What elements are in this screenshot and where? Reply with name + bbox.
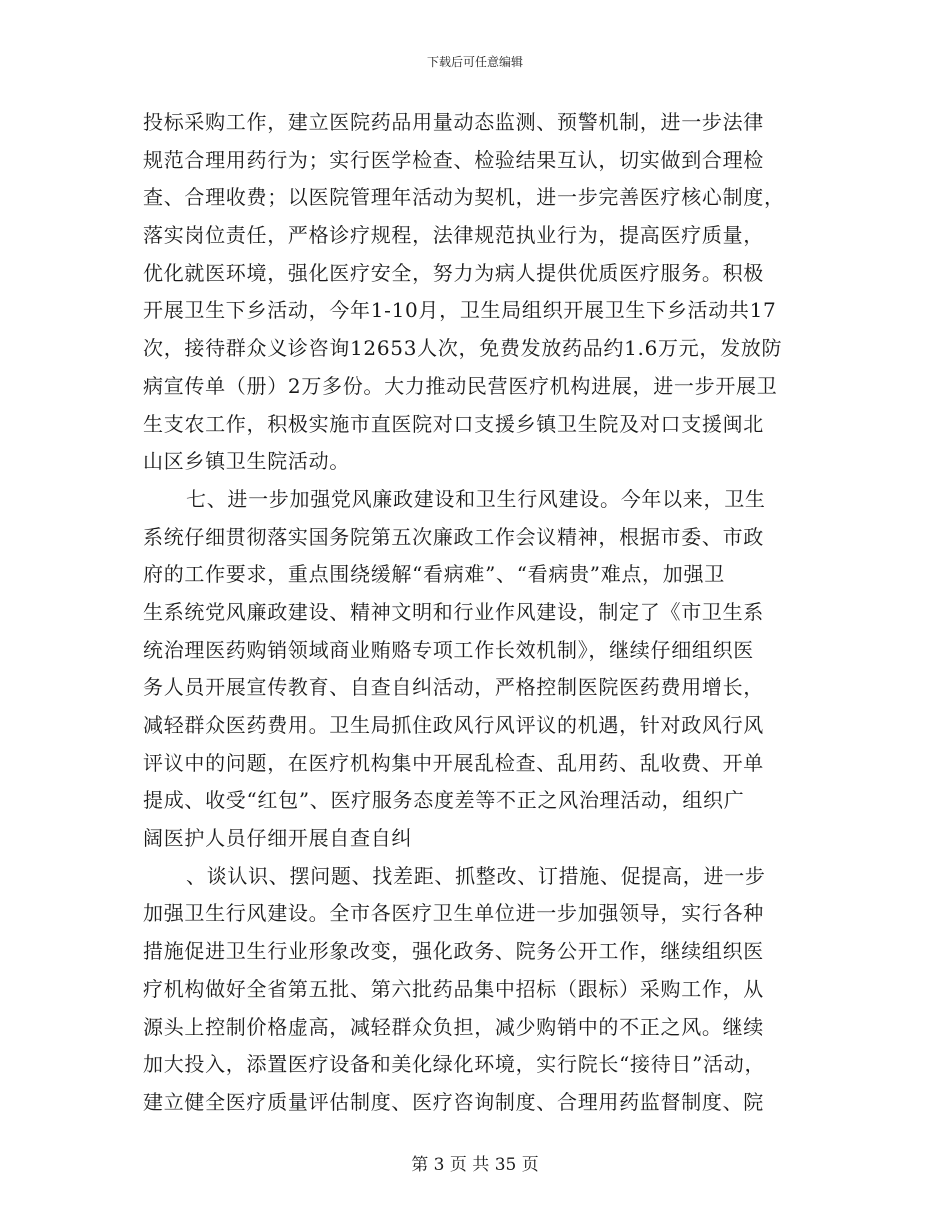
body-line: 查、合理收费；以医院管理年活动为契机，进一步完善医疗核心制度， xyxy=(143,185,785,210)
body-line: 规范合理用药行为；实行医学检查、检验结果互认，切实做到合理检 xyxy=(143,147,764,172)
body-line: 山区乡镇卫生院活动。 xyxy=(143,449,350,474)
body-line: 源头上控制价格虚高，减轻群众负担，减少购销中的不正之风。继续 xyxy=(143,1014,764,1039)
body-line: 加大投入，添置医疗设备和美化绿化环境，实行院长“接待日”活动， xyxy=(143,1052,766,1077)
body-line: 务人员开展宣传教育、自查自纠活动，严格控制医院医药费用增长， xyxy=(143,675,764,700)
body-line: 建立健全医疗质量评估制度、医疗咨询制度、合理用药监督制度、院 xyxy=(143,1089,764,1114)
body-line: 生支农工作，积极实施市直医院对口支援乡镇卫生院及对口支援闽北 xyxy=(143,411,764,436)
body-line: 加强卫生行风建设。全市各医疗卫生单位进一步加强领导，实行各种 xyxy=(143,901,764,926)
body-line: 生系统党风廉政建设、精神文明和行业作风建设，制定了《市卫生系 xyxy=(143,599,764,624)
body-line: 投标采购工作，建立医院药品用量动态监测、预警机制，进一步法律 xyxy=(143,110,764,134)
body-line: 措施促进卫生行业形象改变，强化政务、院务公开工作，继续组织医 xyxy=(143,939,764,964)
body-line: 阔医护人员仔细开展自查自纠 xyxy=(143,826,413,851)
body-line: 开展卫生下乡活动，今年1-10月，卫生局组织开展卫生下乡活动共17 xyxy=(143,298,777,323)
body-line: 落实岗位责任，严格诊疗规程，法律规范执业行为，提高医疗质量， xyxy=(143,223,764,248)
page-header-note: 下载后可任意编辑 xyxy=(426,55,523,69)
body-line: 次，接待群众义诊咨询12653人次，免费发放药品约1.6万元，发放防 xyxy=(143,336,783,361)
body-line: 系统仔细贯彻落实国务院第五次廉政工作会议精神，根据市委、市政 xyxy=(143,524,764,549)
page-number-footer: 第 3 页 共 35 页 xyxy=(411,1155,539,1175)
body-line: 病宣传单（册）2万多份。大力推动民营医疗机构进展，进一步开展卫 xyxy=(143,373,778,398)
body-line: 疗机构做好全省第五批、第六批药品集中招标（跟标）采购工作，从 xyxy=(143,976,764,1001)
document-body xyxy=(143,104,808,1122)
section-heading-line: 七、进一步加强党风廉政建设和卫生行风建设。今年以来，卫生 xyxy=(186,486,766,511)
body-line: 府的工作要求，重点围绕缓解“看病难”、“看病贵”难点，加强卫 xyxy=(143,562,725,587)
body-line: 、谈认识、摆问题、找差距、抓整改、订措施、促提高，进一步 xyxy=(186,863,766,888)
body-line: 评议中的问题，在医疗机构集中开展乱检查、乱用药、乱收费、开单 xyxy=(143,750,764,775)
body-line: 统治理医药购销领域商业贿赂专项工作长效机制》，继续仔细组织医 xyxy=(143,637,754,662)
body-line: 减轻群众医药费用。卫生局抓住政风行风评议的机遇，针对政风行风 xyxy=(143,713,764,737)
body-line: 提成、收受“红包”、医疗服务态度差等不正之风治理活动，组织广 xyxy=(143,788,745,813)
body-line: 优化就医环境，强化医疗安全，努力为病人提供优质医疗服务。积极 xyxy=(143,260,764,285)
